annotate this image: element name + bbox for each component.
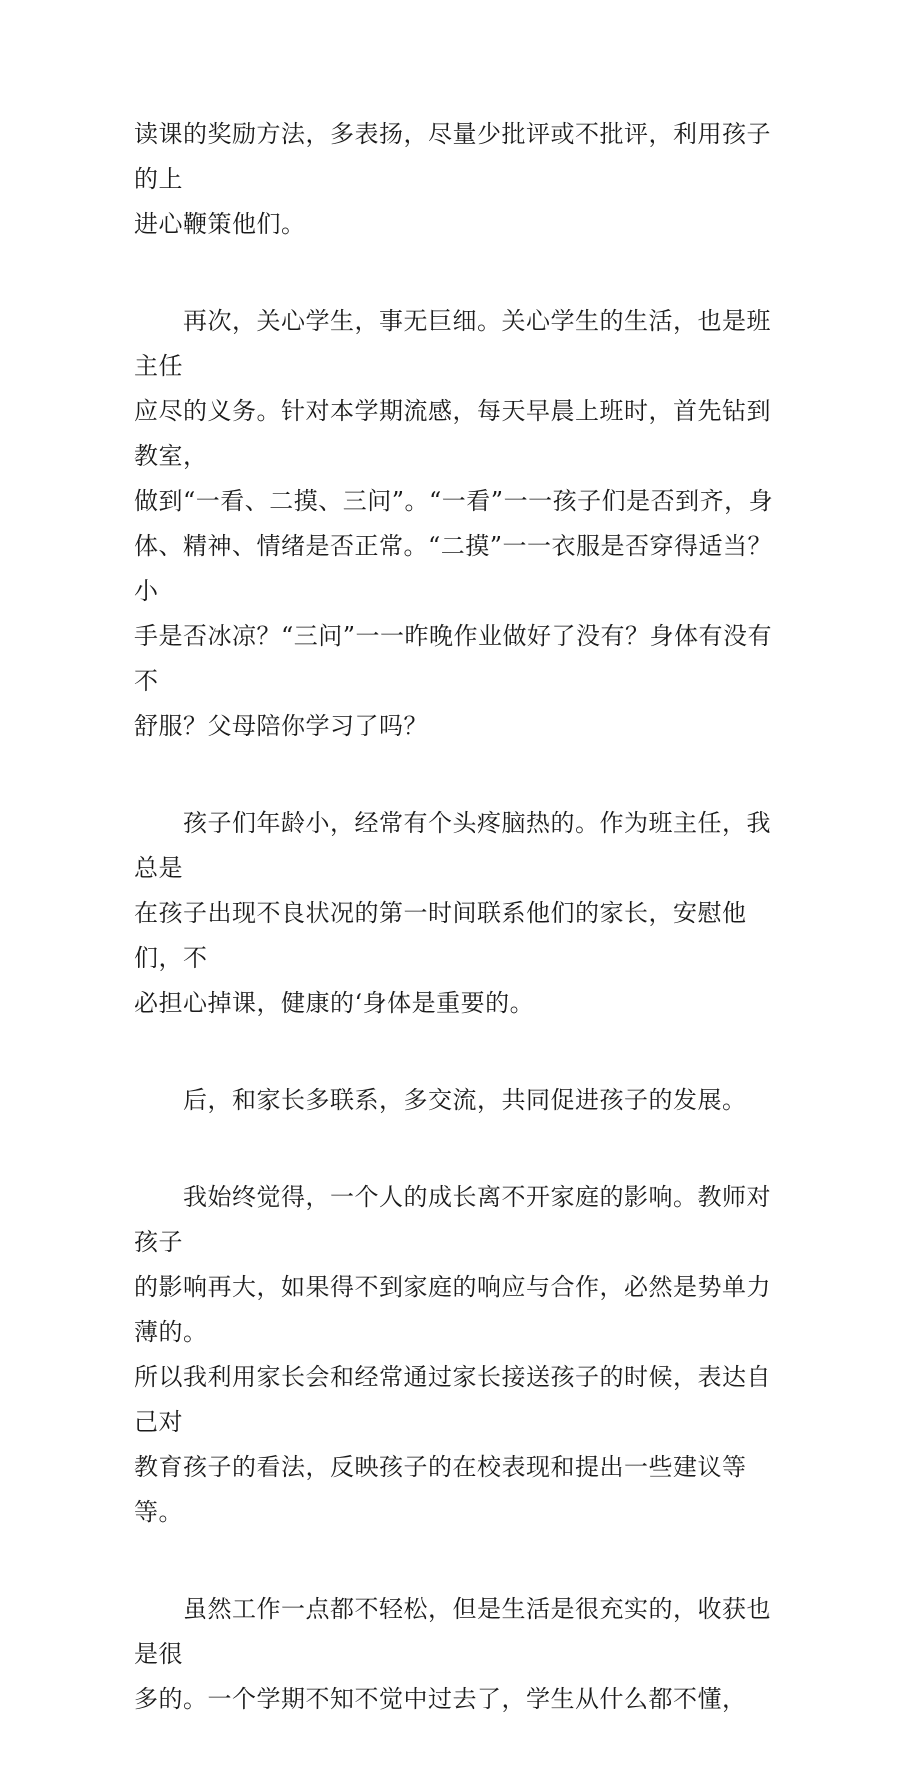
paragraph-3: 孩子们年龄小，经常有个头疼脑热的。作为班主任，我总是 在孩子出现不良状况的第一时间联系他们的家长，安慰他们，不 必担心掉课，健康的‘身体是重要的。 — [134, 809, 771, 1017]
paragraph-5: 我始终觉得，一个人的成长离不开家庭的影响。教师对孩子 的影响再大，如果得不到家庭的响应与合作，必然是势单力薄的。 所以我利用家长会和经常通过家长接送孩子的时候，表达自己对 教育孩子的看法，反映孩子的在校表现和提出一些建议等等。 — [134, 1183, 771, 1526]
paragraph-6: 虽然工作一点都不轻松，但是生活是很充实的，收获也是很 多的。一个学期不知不觉中过去了，学生从什么都不懂， — [134, 1595, 771, 1713]
paragraph-1: 读课的奖励方法，多表扬，尽量少批评或不批评，利用孩子的上 进心鞭策他们。 — [134, 120, 771, 238]
document-body — [134, 112, 794, 1774]
paragraph-2: 再次，关心学生，事无巨细。关心学生的生活，也是班主任 应尽的义务。针对本学期流感，每天早晨上班时，首先钻到教室， 做到“一看、二摸、三问”。“一看”一一孩子们是否到齐，身 体、精神、情绪是否正常。“二摸”一一衣服是否穿得适当？小 手是否冰凉？“三问”一一昨晚作业做好了没有？身体有没有不 舒服？父母陪你学习了吗？ — [134, 307, 774, 740]
paragraph-4: 后，和家长多联系，多交流，共同促进孩子的发展。 — [134, 1086, 747, 1114]
